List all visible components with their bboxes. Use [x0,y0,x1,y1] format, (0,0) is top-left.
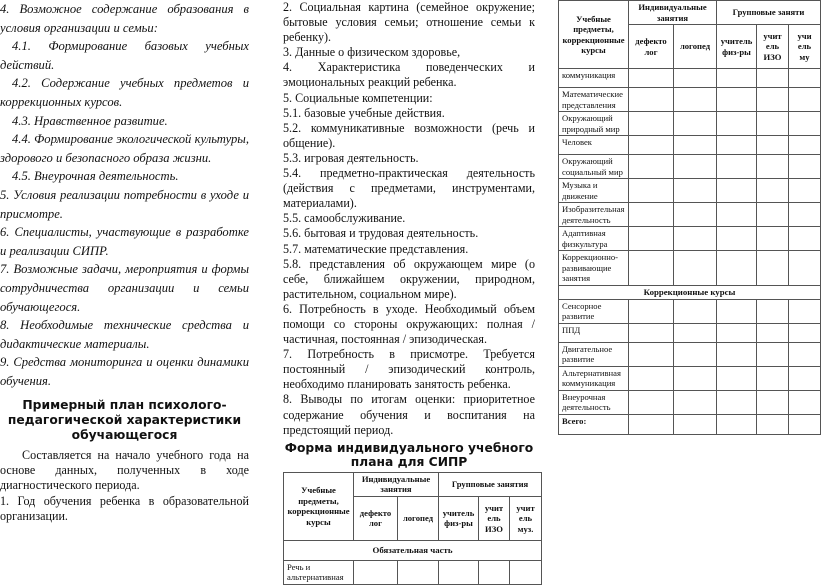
cell [757,414,789,434]
psych-plan-item: 5.7. математические представления. [283,241,469,256]
cell [629,69,674,88]
cell [717,112,757,136]
cell [629,155,674,179]
subject-cell: Коррекционно-развивающие занятия [559,251,629,286]
cell [717,136,757,155]
table-row [559,251,821,286]
table-row [559,227,821,251]
cell [717,414,757,434]
cell [789,366,821,390]
cell [674,203,717,227]
cell [674,179,717,203]
cell [789,88,821,112]
cell [629,414,674,434]
left-column [0,0,249,558]
cell [674,136,717,155]
table-row [559,299,821,323]
cell [354,560,398,584]
cell [629,227,674,251]
table-row [559,69,821,88]
table-row [284,560,542,584]
cell [757,299,789,323]
cell [674,112,717,136]
psych-plan-item: 5.2. коммуникативные возможности (речь и общение). [283,120,535,150]
psych-plan-item: 8. Выводы по итогам оценки: приоритетное содержание обучения и воспитания на предстоящий период. [283,392,535,437]
cell [757,136,789,155]
form-heading: Форма индивидуального учебного плана для СИПР [284,440,534,470]
cell [717,69,757,88]
table-row [559,366,821,390]
table-row [559,323,821,342]
cell [629,299,674,323]
cell [717,179,757,203]
cell [629,251,674,286]
cell [629,203,674,227]
psych-plan-item: 5.5. самообслуживание. [283,211,406,226]
psych-plan-item: 5.6. бытовая и трудовая деятельность. [283,226,479,241]
header-group: Групповые занятия [439,472,542,496]
cell [717,390,757,414]
right-column [558,0,816,558]
header-speech-therapist: логопед [674,25,717,69]
cell [757,88,789,112]
cell [789,179,821,203]
cell [717,155,757,179]
psych-plan-item: 5.1. базовые учебные действия. [283,105,445,120]
cell [757,390,789,414]
cell [789,251,821,286]
cell [398,560,439,584]
table-row [559,203,821,227]
cell [789,227,821,251]
header-pe-teacher: учитель физ-ры [439,496,479,540]
sipr-content-item: 9. Средства мониторинга и оценки динамики обучения. [0,355,249,388]
sipr-content-item: 5. Условия реализации потребности в уходе и присмотре. [0,187,249,221]
sipr-content-item: 6. Специалисты, участвующие в разработке и реализации СИПР. [0,225,249,258]
psych-plan-item: 5. Социальные компетенции: [283,90,433,105]
cell [789,390,821,414]
subject-cell: Окружающий социальный мир [559,155,629,179]
cell [674,69,717,88]
cell [789,203,821,227]
subject-cell: Окружающий природный мир [559,112,629,136]
table-row [559,390,821,414]
subject-cell: коммуникация [559,69,629,88]
header-individual: Индивидуальные занятия [629,1,717,25]
subject-cell: Двигательное развитие [559,342,629,366]
cell [479,560,510,584]
psych-plan-item-1: 1. Год обучения ребенка в образовательной организации. [0,493,249,523]
cell [789,323,821,342]
cell [629,323,674,342]
cell [629,112,674,136]
cell [674,414,717,434]
section-correction-courses: Коррекционные курсы [559,285,821,299]
header-pe-teacher: учитель физ-ры [717,25,757,69]
table-row [559,155,821,179]
cell [789,69,821,88]
psych-plan-item: 7. Потребность в присмотре. Требуется постоянный / эпизодический контроль, необходимо планировать занятость ребенка. [283,347,535,392]
cell [674,251,717,286]
cell [789,299,821,323]
table-row [559,342,821,366]
header-group: Групповые заняти [717,1,821,25]
cell [717,323,757,342]
cell [629,390,674,414]
cell [757,227,789,251]
cell [757,112,789,136]
cell [717,203,757,227]
cell [629,179,674,203]
cell [674,342,717,366]
cell [674,155,717,179]
sipr-content-item: 8. Необходимые технические средства и дидактические материалы. [0,318,249,351]
subject-cell: Адаптивная физкультура [559,227,629,251]
psych-plan-intro: Составляется на начало учебного года на основе данных, полученных в ходе диагностического периода. [0,448,249,493]
sipr-content-item: 7. Возможные задачи, мероприятия и формы сотрудничества организации и семьи обучающегося. [0,262,249,314]
psych-plan-item: 5.8. представления об окружающем мире (о себе, ближайшем окружении, природном, растительном, социальном мире). [283,256,535,301]
curriculum-table-part2 [558,0,821,435]
header-defectologist: дефекто лог [354,496,398,540]
subject-cell: Сенсорное развитие [559,299,629,323]
cell [674,88,717,112]
cell [789,155,821,179]
cell [629,342,674,366]
curriculum-table-part1 [283,472,542,585]
table-row [559,88,821,112]
subject-cell: Музыка и движение [559,179,629,203]
cell [717,299,757,323]
cell [757,251,789,286]
sipr-content-item: 4.5. Внеурочная деятельность. [12,169,179,184]
psych-plan-item: 5.3. игровая деятельность. [283,150,419,165]
sipr-content-item: 4. Возможное содержание образования в условия организации и семьи: [0,2,249,35]
header-individual: Индивидуальные занятия [354,472,439,496]
header-speech-therapist: логопед [398,496,439,540]
sipr-content-item: 4.2. Содержание учебных предметов и коррекционных курсов. [0,76,249,109]
psych-plan-items [283,0,535,438]
subject-cell: Речь и альтернативная [284,560,354,584]
table-row [559,112,821,136]
psych-plan-item: 4. Характеристика поведенческих и эмоциональных реакций ребенка. [283,60,535,90]
sipr-content-item: 4.4. Формирование экологической культуры, здорового и безопасного образа жизни. [0,132,249,165]
header-defectologist: дефекто лог [629,25,674,69]
subject-cell: Альтернативная коммуникация [559,366,629,390]
cell [789,414,821,434]
cell [629,366,674,390]
cell [674,227,717,251]
psych-plan-item: 6. Потребность в уходе. Необходимый объем помощи со стороны окружающих: полная / частичная, постоянная / эпизодическая. [283,301,535,347]
cell [674,366,717,390]
cell [510,560,542,584]
cell [629,88,674,112]
header-music-teacher: учи ель му [789,25,821,69]
psych-plan-item: 3. Данные о физическом здоровье, [283,45,461,60]
cell [757,155,789,179]
total-label: Всего: [559,414,629,434]
cell [757,203,789,227]
cell [789,112,821,136]
sipr-content-item: 4.1. Формирование базовых учебных действий. [0,39,249,72]
cell [717,342,757,366]
cell [439,560,479,584]
cell [757,69,789,88]
header-art-teacher: учит ель ИЗО [479,496,510,540]
header-music-teacher: учит ель муз. [510,496,542,540]
cell [717,366,757,390]
psych-plan-item: 5.4. предметно-практическая деятельность (действия с предметами, инструментами, материалами). [283,166,535,211]
cell [674,323,717,342]
psych-plan-heading: Примерный план психолого-педагогической характеристики обучающегося [7,398,242,442]
cell [674,299,717,323]
header-subjects: Учебные предметы, коррекционные курсы [284,472,354,540]
cell [789,136,821,155]
subject-cell: Математические представления [559,88,629,112]
cell [674,390,717,414]
cell [757,342,789,366]
table-row [559,179,821,203]
middle-column [283,0,535,583]
subject-cell: Внеурочная деятельность [559,390,629,414]
cell [757,366,789,390]
subject-cell: ППД [559,323,629,342]
cell [629,136,674,155]
cell [757,323,789,342]
cell [789,342,821,366]
subject-cell: Изобразительная деятельность [559,203,629,227]
psych-plan-item: 2. Социальная картина (семейное окружение; бытовые условия семьи; отношение семьи к ребенку). [283,0,535,45]
header-subjects: Учебные предметы, коррекционные курсы [559,1,629,69]
sipr-content-list [0,0,249,390]
section-mandatory: Обязательная часть [284,540,542,560]
subject-cell: Человек [559,136,629,155]
header-art-teacher: учит ель ИЗО [757,25,789,69]
table-row [559,136,821,155]
cell [717,251,757,286]
cell [717,227,757,251]
cell [717,88,757,112]
sipr-content-item: 4.3. Нравственное развитие. [12,113,168,128]
cell [757,179,789,203]
